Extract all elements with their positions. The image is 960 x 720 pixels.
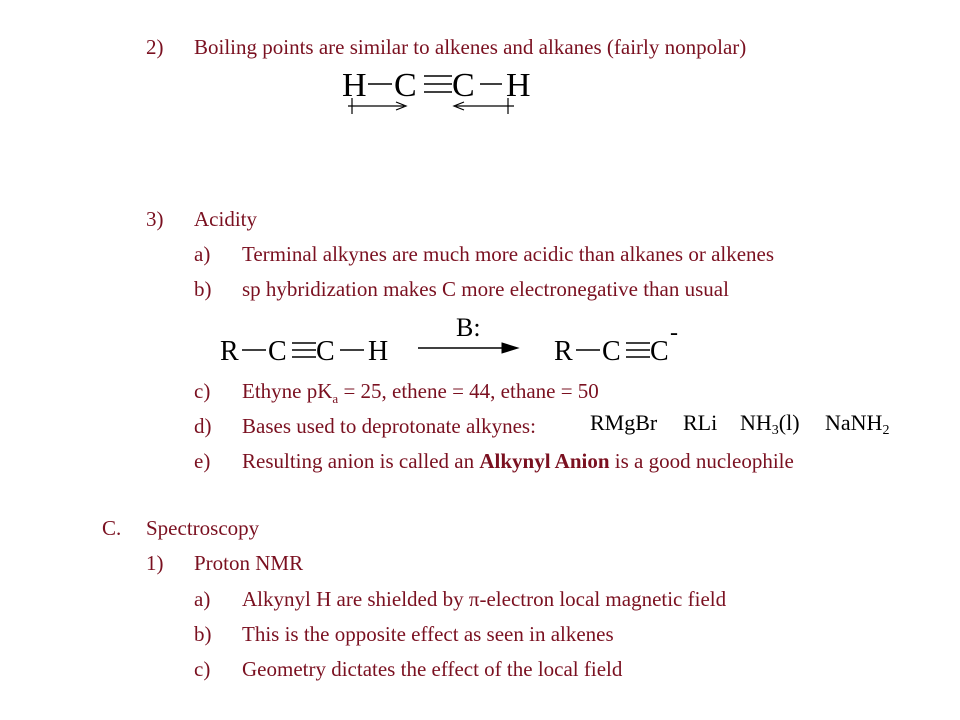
terminal-alkynes-text: Terminal alkynes are much more acidic than alkanes or alkenes <box>242 242 775 266</box>
list-marker: 2) <box>146 35 164 59</box>
product-charge: - <box>670 320 678 346</box>
atom-h-right: H <box>506 67 531 104</box>
base-label: B: <box>456 313 481 342</box>
base-rli: RLi <box>683 410 718 435</box>
reactant-c1: C <box>268 336 287 367</box>
ethyne-structure <box>338 62 558 124</box>
reaction-arrow <box>418 343 518 353</box>
list-marker: c) <box>194 657 211 681</box>
list-marker: b) <box>194 622 212 646</box>
product-r: R <box>554 336 573 367</box>
list-marker: a) <box>194 242 211 266</box>
product-c2: C <box>650 336 669 367</box>
reactant-c2: C <box>316 336 335 367</box>
list-marker: e) <box>194 449 211 473</box>
boiling-points-text: Boiling points are similar to alkenes and alkanes (fairly nonpolar) <box>194 35 747 59</box>
atom-c-2: C <box>452 67 475 104</box>
base-rmgbr: RMgBr <box>590 410 658 435</box>
pi-symbol: π <box>468 587 480 611</box>
list-marker: 3) <box>146 207 164 231</box>
pka-subscript: a <box>332 391 339 406</box>
base-sodium-amide: NaNH2 <box>825 410 890 438</box>
list-marker: 1) <box>146 551 164 575</box>
list-marker: c) <box>194 379 211 403</box>
base-ammonia: NH3(l) <box>740 410 800 438</box>
reactant-r: R <box>220 336 239 367</box>
opposite-effect-text: This is the opposite effect as seen in alkenes <box>242 622 614 646</box>
reactant-h: H <box>368 336 389 367</box>
atom-c-1: C <box>394 67 417 104</box>
pka-values-text: Ethyne $pK_a = 25$, ethene = 44, ethane = 50 <box>242 379 599 406</box>
deprotonation-reaction <box>218 314 718 372</box>
list-marker: b) <box>194 277 212 301</box>
geometry-text: Geometry dictates the effect of the local field <box>242 657 623 681</box>
spectroscopy-heading: Spectroscopy <box>146 516 260 540</box>
list-marker: d) <box>194 414 212 438</box>
bases-text: Bases used to deprotonate alkynes: <box>242 414 536 438</box>
proton-nmr-heading: Proton NMR <box>194 551 304 575</box>
product-c1: C <box>602 336 621 367</box>
shielding-text: Alkynyl H are shielded by π-electron local magnetic field <box>242 587 727 611</box>
acidity-heading: Acidity <box>194 207 257 231</box>
alkynyl-anion-term: Alkynyl Anion <box>479 449 610 473</box>
alkynyl-anion-text: Resulting anion is called an Alkynyl Anion is a good nucleophile <box>242 449 794 473</box>
section-marker: C. <box>102 516 122 540</box>
sp-hybridization-text: sp hybridization makes C more electronegative than usual <box>242 277 729 301</box>
atom-h-left: H <box>342 67 367 104</box>
list-marker: a) <box>194 587 211 611</box>
